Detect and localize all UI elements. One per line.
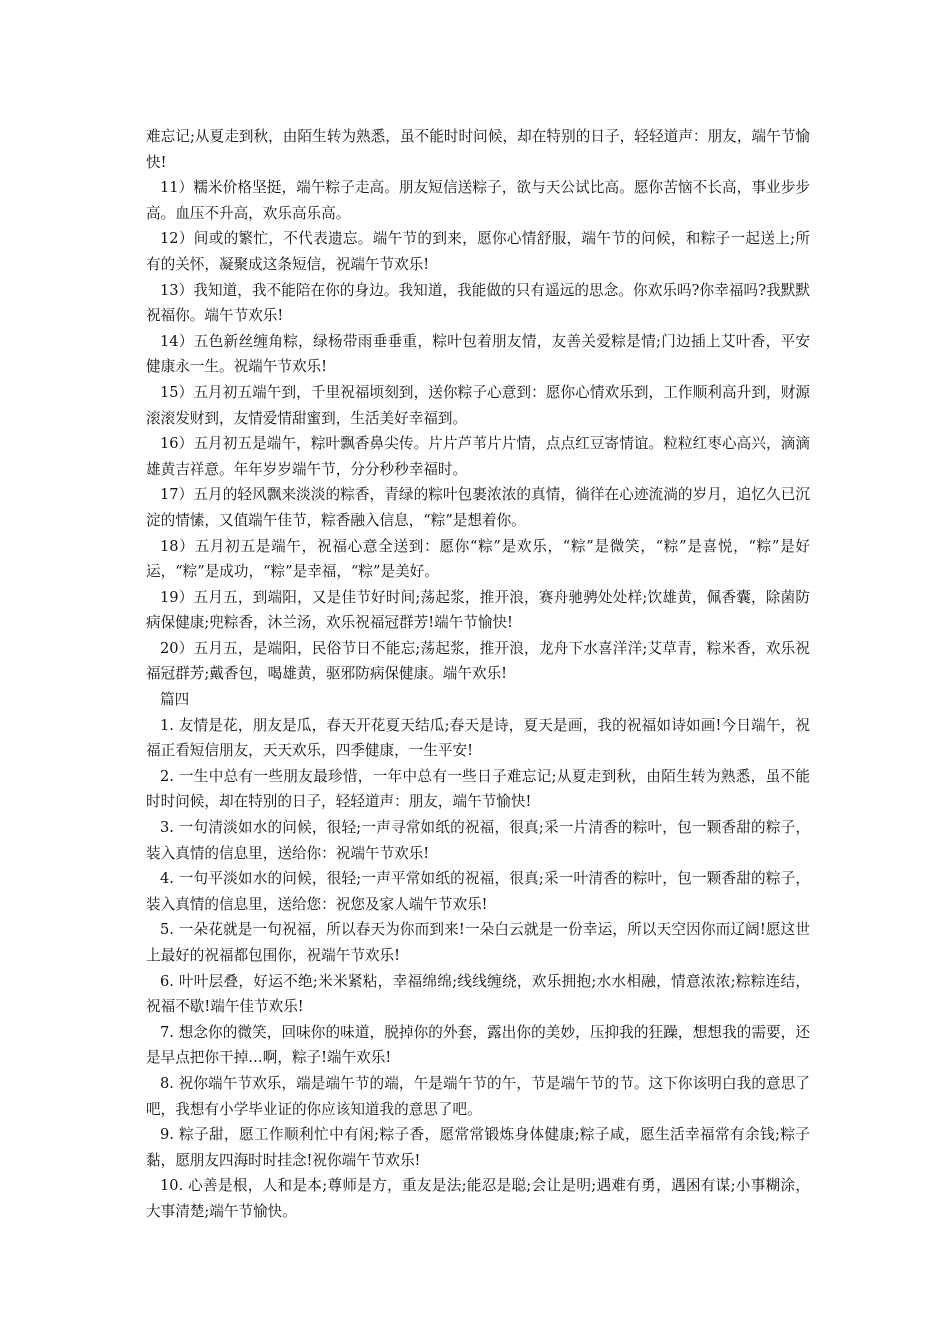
paragraph-item-12: 12）间或的繁忙，不代表遗忘。端午节的到来，愿你心情舒服，端午节的问候，和粽子一起送上;所有的关怀，凝聚成这条短信，祝端午节欢乐!: [146, 230, 810, 273]
paragraph-item-9: 9. 粽子甜，愿工作顺利忙中有闲;粽子香，愿常常锻炼身体健康;粽子咸，愿生活幸福常有余钱;粽子黏，愿朋友四海时时挂念!祝你端午节欢乐!: [146, 1126, 810, 1169]
paragraph-item-15: 15）五月初五端午到，千里祝福顷刻到，送你粽子心意到：愿你心情欢乐到，工作顺利高升到，财源滚滚发财到，友情爱情甜蜜到，生活美好幸福到。: [146, 383, 810, 427]
section-heading: 篇四: [160, 691, 190, 709]
paragraph-item-10: 10. 心善是根，人和是本;尊师是方，重友是法;能忍是聪;会让是明;遇难有勇，遇困有谋;小事糊涂，大事清楚;端午节愉快。: [146, 1177, 810, 1220]
document-page: [146, 124, 810, 1225]
paragraph-item-19: 19）五月五，到端阳，又是佳节好时间;荡起浆，推开浪，赛舟驰骋处处样;饮雄黄，佩香囊，除菌防病保健康;兜粽香，沐兰汤，欢乐祝福冠群芳!端午节愉快!: [146, 588, 810, 632]
paragraph-item-3: 3. 一句清淡如水的问候，很轻;一声寻常如纸的祝福，很真;采一片清香的粽叶，包一颗香甜的粽子，装入真情的信息里，送给你：祝端午节欢乐!: [146, 819, 810, 862]
paragraph-item-16: 16）五月初五是端午，粽叶飘香鼻尖传。片片芦苇片片情，点点红豆寄情谊。粒粒红枣心高兴，滴滴雄黄吉祥意。年年岁岁端午节，分分秒秒幸福时。: [146, 435, 810, 478]
paragraph-item-1: 1. 友情是花，朋友是瓜，春天开花夏天结瓜;春天是诗，夏天是画，我的祝福如诗如画!今日端午，祝福正看短信朋友，天天欢乐，四季健康，一生平安!: [146, 716, 810, 760]
paragraph-item-20: 20）五月五，是端阳，民俗节日不能忘;荡起浆，推开浪，龙舟下水喜洋洋;艾草青，粽米香，欢乐祝福冠群芳;戴香包，喝雄黄，驱邪防病保健康。端午欢乐!: [146, 639, 810, 683]
paragraph-item-8: 8. 祝你端午节欢乐，端是端午节的端，午是端午节的午，节是端午节的节。这下你该明白我的意思了吧，我想有小学毕业证的你应该知道我的意思了吧。: [146, 1074, 810, 1118]
paragraph-item-6: 6. 叶叶层叠，好运不绝;米米紧粘，幸福绵绵;线线缠绕，欢乐拥抱;水水相融，情意浓浓;粽粽连结，祝福不歇!端午佳节欢乐!: [146, 972, 810, 1016]
paragraph-item-4: 4. 一句平淡如水的问候，很轻;一声平常如纸的祝福，很真;采一叶清香的粽叶，包一颗香甜的粽子，装入真情的信息里，送给您：祝您及家人端午节欢乐!: [146, 870, 810, 913]
paragraph-item-2: 2. 一生中总有一些朋友最珍惜，一年中总有一些日子难忘记;从夏走到秋，由陌生转为熟悉，虽不能时时问候，却在特别的日子，轻轻道声：朋友，端午节愉快!: [146, 767, 810, 811]
paragraph-item-18: 18）五月初五是端午，祝福心意全送到：愿你“粽”是欢乐，“粽”是微笑，“粽”是喜悦，“粽”是好运，“粽”是成功，“粽”是幸福，“粽”是美好。: [146, 537, 810, 581]
paragraph-item-7: 7. 想念你的微笑，回味你的味道，脱掉你的外套，露出你的美妙，压抑我的狂躁，想想我的需要，还是早点把你干掉…啊，粽子!端午欢乐!: [146, 1023, 810, 1067]
paragraph-continuation: 难忘记;从夏走到秋，由陌生转为熟悉，虽不能时时问候，却在特别的日子，轻轻道声：朋友，端午节愉快!: [146, 128, 810, 171]
paragraph-item-14: 14）五色新丝缠角粽，绿杨带雨垂垂重，粽叶包着朋友情，友善关爱粽是情;门边插上艾叶香，平安健康永一生。祝端午节欢乐!: [146, 332, 810, 376]
paragraph-item-11: 11）糯米价格坚挺，端午粽子走高。朋友短信送粽子，欲与天公试比高。愿你苦恼不长高，事业步步高。血压不升高，欢乐高乐高。: [146, 179, 810, 222]
paragraph-item-13: 13）我知道，我不能陪在你的身边。我知道，我能做的只有遥远的思念。你欢乐吗?你幸福吗?我默默祝福你。端午节欢乐!: [146, 281, 810, 325]
paragraph-item-17: 17）五月的轻风飘来淡淡的粽香，青绿的粽叶包裹浓浓的真情，徜徉在心迹流淌的岁月，追忆久已沉淀的情愫，又值端午佳节，粽香融入信息，“粽”是想着你。: [146, 486, 810, 529]
paragraph-item-5: 5. 一朵花就是一句祝福，所以春天为你而到来!一朵白云就是一份幸运，所以天空因你而辽阔!愿这世上最好的祝福都包围你，祝端午节欢乐!: [146, 921, 810, 964]
